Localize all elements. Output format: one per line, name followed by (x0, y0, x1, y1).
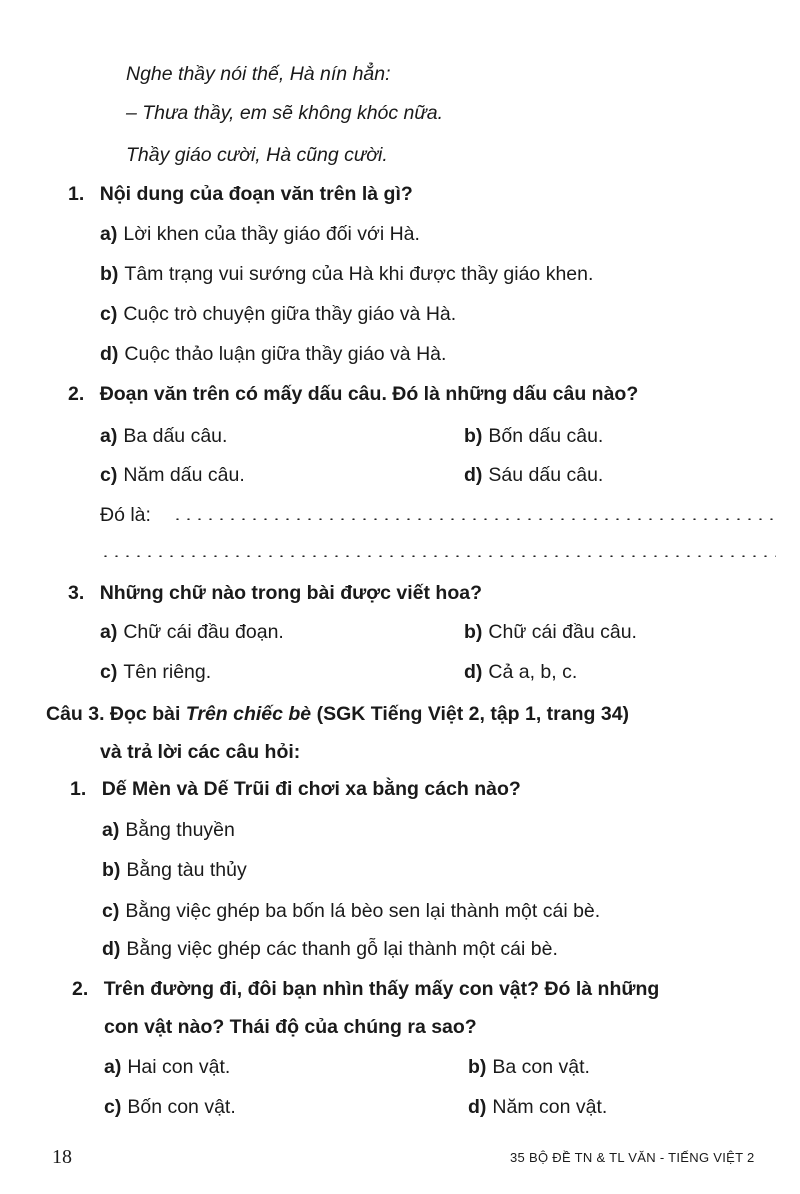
answer-dotted-line-1[interactable] (172, 518, 776, 520)
option-text: Lời khen của thầy giáo đối với Hà. (123, 223, 420, 245)
option-letter: d) (102, 938, 121, 960)
option-text: Chữ cái đầu đoạn. (123, 621, 284, 643)
option-text: Tên riêng. (123, 661, 212, 683)
c3q2-option-a (104, 1055, 230, 1079)
option-text: Cuộc trò chuyện giữa thầy giáo và Hà. (123, 303, 457, 325)
question-text-line-2: con vật nào? Thái độ của chúng ra sao? (104, 1016, 477, 1038)
option-letter: b) (464, 425, 483, 447)
c3q1-option-c (102, 899, 600, 923)
option-letter: a) (104, 1056, 122, 1078)
reading-source: (SGK Tiếng Việt 2, tập 1, trang 34) (316, 703, 630, 725)
option-text: Cuộc thảo luận giữa thầy giáo và Hà. (124, 343, 447, 365)
option-letter: b) (102, 859, 121, 881)
q3-option-c (100, 660, 211, 684)
q3-option-d (464, 660, 577, 684)
option-text: Chữ cái đầu câu. (488, 621, 637, 643)
option-text: Bằng việc ghép ba bốn lá bèo sen lại thành một cái bè. (125, 900, 601, 922)
option-letter: b) (464, 621, 483, 643)
q2-option-b (464, 424, 603, 448)
question-number: 3. (68, 582, 85, 604)
option-text: Ba dấu câu. (123, 425, 228, 447)
option-letter: c) (102, 900, 120, 922)
passage-line-1: Nghe thầy nói thế, Hà nín hẳn: (126, 63, 391, 85)
option-text: Bằng tàu thủy (126, 859, 247, 881)
page-number: 18 (52, 1146, 72, 1168)
option-letter: a) (100, 621, 118, 643)
option-letter: b) (100, 263, 119, 285)
c3-question-1 (70, 777, 521, 801)
q2-option-a (100, 424, 227, 448)
question-number: 1. (70, 778, 87, 800)
question-text-line-1: Trên đường đi, đôi bạn nhìn thấy mấy con vật? Đó là những (103, 978, 660, 1000)
q1-option-b (100, 262, 593, 286)
question-text: Nội dung của đoạn văn trên là gì? (99, 183, 413, 205)
option-letter: a) (102, 819, 120, 841)
q1-option-a (100, 222, 420, 246)
book-title-footer: 35 BỘ ĐỀ TN & TL VĂN - TIẾNG VIỆT 2 (510, 1150, 755, 1165)
question-1 (68, 182, 413, 206)
c3q2-option-c (104, 1095, 236, 1119)
question-text: Những chữ nào trong bài được viết hoa? (99, 582, 483, 604)
q2-option-d (464, 463, 603, 487)
option-letter: c) (100, 464, 118, 486)
option-letter: a) (100, 425, 118, 447)
section-label: Câu 3. Đọc bài (46, 703, 181, 725)
question-number: 2. (72, 978, 89, 1000)
question-text: Đoạn văn trên có mấy dấu câu. Đó là những dấu câu nào? (99, 383, 639, 405)
answer-label: Đó là: (100, 504, 151, 526)
option-text: Tâm trạng vui sướng của Hà khi được thầy giáo khen. (124, 263, 594, 285)
option-text: Bằng việc ghép các thanh gỗ lại thành một cái bè. (126, 938, 558, 960)
option-text: Bốn dấu câu. (488, 425, 604, 447)
option-text: Năm con vật. (492, 1096, 608, 1118)
q1-option-c (100, 302, 456, 326)
option-letter: c) (100, 661, 118, 683)
c3q1-option-b (102, 858, 247, 882)
option-letter: d) (464, 661, 483, 683)
option-text: Bốn con vật. (127, 1096, 236, 1118)
passage-line-2: – Thưa thầy, em sẽ không khóc nữa. (126, 102, 444, 124)
section-instruction: và trả lời các câu hỏi: (100, 741, 301, 763)
c3q2-option-b (468, 1055, 590, 1079)
option-text: Sáu dấu câu. (488, 464, 604, 486)
question-3 (68, 581, 482, 605)
q3-option-a (100, 620, 284, 644)
question-text: Dế Mèn và Dế Trũi đi chơi xa bằng cách nào? (101, 778, 521, 800)
option-letter: a) (100, 223, 118, 245)
option-letter: b) (468, 1056, 487, 1078)
q3-option-b (464, 620, 637, 644)
option-text: Cả a, b, c. (488, 661, 578, 683)
c3q2-option-d (468, 1095, 607, 1119)
answer-dotted-line-2[interactable] (100, 555, 776, 557)
q1-option-d (100, 342, 446, 366)
option-text: Bằng thuyền (125, 819, 235, 841)
option-text: Hai con vật. (127, 1056, 231, 1078)
option-text: Năm dấu câu. (123, 464, 245, 486)
q2-option-c (100, 463, 245, 487)
c3q1-option-a (102, 818, 235, 842)
reading-title: Trên chiếc bè (185, 703, 312, 725)
option-letter: d) (464, 464, 483, 486)
passage-line-3: Thầy giáo cười, Hà cũng cười. (126, 144, 388, 166)
question-2 (68, 382, 638, 406)
section-heading-cau-3 (46, 702, 629, 726)
option-letter: c) (100, 303, 118, 325)
c3-question-2 (72, 977, 659, 1001)
option-letter: d) (468, 1096, 487, 1118)
question-number: 1. (68, 183, 85, 205)
option-letter: c) (104, 1096, 122, 1118)
c3q1-option-d (102, 937, 558, 961)
option-text: Ba con vật. (492, 1056, 590, 1078)
option-letter: d) (100, 343, 119, 365)
question-number: 2. (68, 383, 85, 405)
